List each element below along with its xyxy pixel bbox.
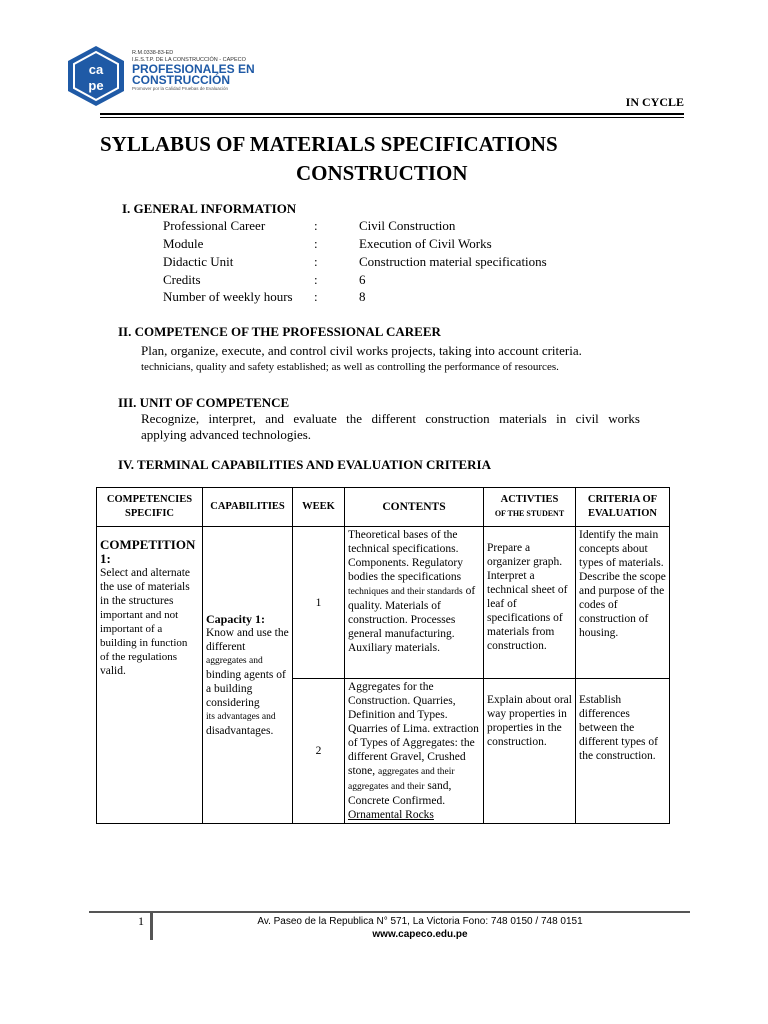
footer-website: www.capeco.edu.pe [372, 929, 468, 940]
terminal-heading: IV. TERMINAL CAPABILITIES AND EVALUATION CRITERIA [118, 457, 492, 472]
contents-underlined: Ornamental Rocks [348, 809, 434, 821]
contents-text-2: of quality. Materials of construction. Processes general manufacturing. Auxiliary materials. [348, 585, 476, 654]
institution-logo [64, 44, 264, 108]
competition-text-small: important and not important of a building in function of the regulations [100, 609, 188, 663]
competence-heading: II. COMPETENCE OF THE PROFESSIONAL CAREER [118, 324, 441, 339]
header-criteria-top: CRITERIA OF [587, 494, 658, 505]
competence-text-line2: technicians, quality and safety established; as well as controlling the performance of resources. [141, 361, 559, 373]
info-label: Module [163, 236, 204, 251]
general-info-heading: I. GENERAL INFORMATION [122, 201, 297, 216]
contents-cell [345, 679, 484, 824]
capeco-hexagon-icon [64, 44, 128, 108]
title-line2: CONSTRUCTION [296, 161, 468, 185]
info-value: 8 [359, 289, 366, 304]
unit-heading: III. UNIT OF COMPETENCE [118, 395, 290, 410]
contents-text-small: techniques and their standards [348, 587, 463, 597]
info-value: Execution of Civil Works [359, 236, 492, 251]
info-value: 6 [359, 272, 366, 287]
info-value: Civil Construction [359, 218, 456, 233]
header-activities-bottom: OF THE STUDENT [494, 509, 565, 518]
competence-text-line1: Plan, organize, execute, and control civil works projects, taking into account criteria. [141, 343, 582, 358]
logo-title-line1: PROFESIONALES EN [132, 62, 255, 76]
footer-rule [89, 911, 690, 913]
title-line1: SYLLABUS OF MATERIALS SPECIFICATIONS [100, 132, 558, 156]
capacity-text3: disadvantages. [206, 725, 274, 737]
logo-tagline: Promover por la Calidad Pruebas de Evaluación [132, 86, 229, 91]
logo-title-line2: CONSTRUCCIÓN [132, 73, 230, 87]
contents-text: Theoretical bases of the technical specifications. Components. Regulatory bodies the specifications [348, 529, 463, 583]
header-activities [484, 488, 576, 527]
info-value: Construction material specifications [359, 254, 547, 269]
contents-text-2: sand, Concrete Confirmed. [348, 780, 452, 807]
contents-cell [345, 527, 484, 679]
competition-text: Select and alternate the use of materials in the structures [100, 567, 191, 607]
competition-text-end: valid. [100, 665, 126, 677]
header-competencies: COMPETENCIES SPECIFIC [97, 488, 203, 527]
header-criteria-bottom: EVALUATION [587, 508, 658, 519]
capacity-text: Know and use the different [206, 627, 289, 653]
capabilities-table [96, 487, 670, 824]
cycle-label: IN CYCLE [625, 95, 684, 109]
footer-address: Av. Paseo de la Republica N° 571, La Victoria Fono: 748 0150 / 748 0151 [257, 916, 583, 927]
unit-text-line1: Recognize, interpret, and evaluate the different construction materials in civil works [141, 411, 640, 426]
table-row [97, 527, 670, 679]
info-separator: : [314, 254, 318, 269]
info-label: Didactic Unit [163, 254, 234, 269]
capacity-text2: binding agents of a building considering [206, 669, 286, 709]
info-label: Professional Career [163, 218, 266, 233]
competition-title: COMPETITION 1: [100, 537, 196, 566]
info-separator: : [314, 272, 318, 287]
document-title [60, 130, 710, 188]
header-contents: CONTENTS [345, 488, 484, 527]
info-label: Number of weekly hours [163, 289, 293, 304]
activities-cell: Explain about oral way properties in properties in the construction. [484, 679, 576, 824]
week-cell: 2 [293, 679, 345, 824]
header-rule [100, 113, 684, 115]
unit-text-line2: applying advanced technologies. [141, 427, 312, 442]
svg-text:pe: pe [88, 78, 104, 93]
info-label: Credits [163, 272, 201, 287]
logo-institute: I.E.S.T.P. DE LA CONSTRUCCIÓN - CAPECO [132, 57, 246, 63]
contents-text-small: aggregates and their aggregates and their [348, 767, 455, 792]
header-activities-top: ACTIVTIES [500, 494, 559, 505]
week-cell: 1 [293, 527, 345, 679]
info-separator: : [314, 236, 318, 251]
logo-registration: R.M.0338-83-ED [132, 50, 174, 56]
info-separator: : [314, 218, 318, 233]
header-criteria [576, 488, 670, 527]
header-week: WEEK [293, 488, 345, 527]
contents-text: Aggregates for the Construction. Quarries, Definition and Types. Quarries of Lima. extraction of Types of Aggregates: the different Gravel, Crushed stone, [348, 681, 479, 777]
capacity-title: Capacity 1: [206, 612, 265, 626]
footer-divider [150, 913, 153, 940]
page-number: 1 [138, 914, 144, 928]
capacity-text-small2: its advantages and [206, 712, 276, 722]
info-separator: : [314, 289, 318, 304]
table-header-row [97, 488, 670, 527]
criteria-cell: Establish differences between the different types of the construction. [576, 679, 670, 824]
activities-cell: Prepare a organizer graph. Interpret a technical sheet of leaf of specifications of materials from construction. [484, 527, 576, 679]
capacity-text-small1: aggregates and [206, 656, 263, 666]
criteria-cell: Identify the main concepts about types of materials. Describe the scope and purpose of the codes of construction of housing. [576, 527, 670, 679]
capacity-cell [203, 527, 293, 824]
svg-text:ca: ca [88, 62, 104, 77]
competition-cell [97, 527, 203, 824]
header-capabilities: CAPABILITIES [203, 488, 293, 527]
header-rule-thin [100, 117, 684, 118]
